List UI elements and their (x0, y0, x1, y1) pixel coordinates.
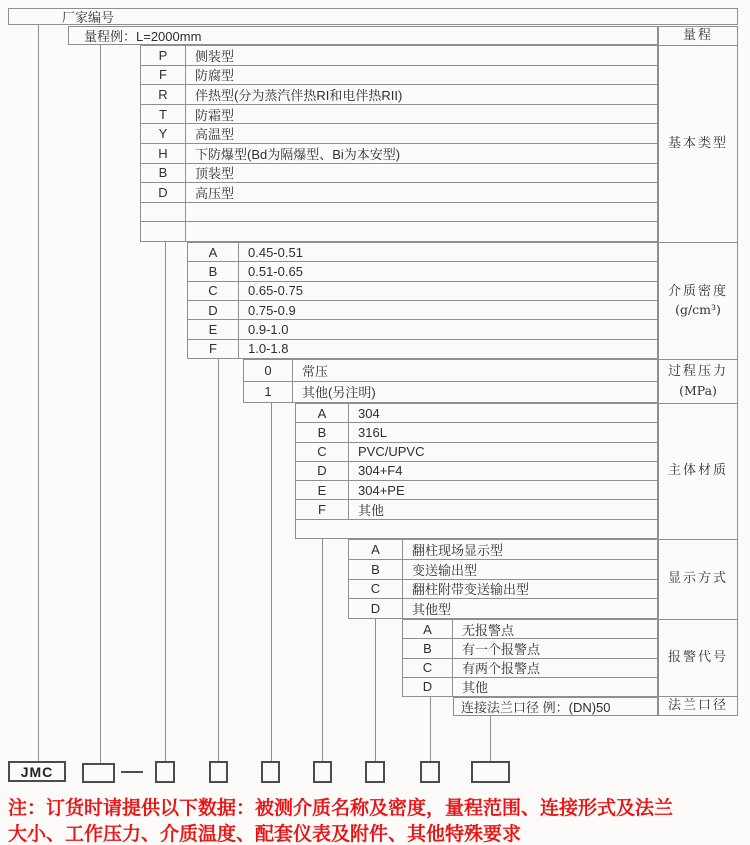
basic-type-table (140, 45, 658, 242)
desc-cell (186, 203, 657, 222)
code-cell: C (403, 659, 453, 677)
table-row-empty (141, 202, 657, 222)
connector-line-material (322, 539, 323, 762)
connector-line-alarm (430, 697, 431, 762)
connector-line-basic-type (165, 242, 166, 762)
desc-cell: 304 (358, 405, 380, 421)
category-label-basic-type: 基本类型 (659, 46, 737, 243)
desc-cell: 高压型 (195, 185, 235, 201)
connector-line-flange (490, 716, 491, 762)
code-box-basic-type (155, 761, 175, 783)
table-row (141, 104, 657, 124)
desc-cell: 其他(另注明) (302, 385, 376, 401)
table-row (244, 360, 657, 381)
range-example-text: 量程例：L=2000mm (84, 29, 202, 44)
desc-cell: 0.65-0.75 (248, 283, 303, 299)
density-table (187, 242, 658, 359)
range-example-row (68, 26, 658, 45)
table-row (349, 598, 657, 618)
code-box-material (313, 761, 332, 783)
category-label-range: 量程 (659, 27, 737, 46)
desc-cell: 翻柱现场显示型 (412, 542, 504, 558)
category-label-pressure: 过程压力 (MPa) (659, 360, 737, 404)
connector-line-range (100, 45, 101, 764)
table-row (141, 123, 657, 143)
code-cell: C (188, 282, 239, 300)
desc-cell: PVC/UPVC (358, 444, 425, 460)
desc-cell: 侧装型 (195, 48, 235, 64)
connector-line-factory (38, 25, 39, 762)
code-cell: 0 (244, 360, 293, 381)
table-row (403, 658, 657, 677)
desc-cell: 下防爆型(Bd为隔爆型、Bi为本安型) (195, 146, 401, 162)
flange-row (453, 697, 658, 716)
code-cell: D (403, 678, 453, 696)
table-row (188, 243, 657, 261)
code-box-range (82, 763, 115, 783)
table-row (296, 442, 657, 461)
desc-cell: 顶装型 (195, 166, 235, 182)
code-cell: 1 (244, 382, 293, 403)
density-unit: (g/cm³) (675, 302, 721, 318)
category-label-display: 显示方式 (659, 540, 737, 620)
desc-cell: 304+PE (358, 482, 405, 498)
model-prefix: JMC (20, 763, 54, 780)
flange-text: 连接法兰口径 例：(DN)50 (461, 700, 611, 715)
code-cell: C (349, 580, 403, 599)
table-row (141, 65, 657, 85)
code-cell (296, 520, 349, 538)
table-row (403, 620, 657, 638)
ordering-note-line2: 大小、工作压力、介质温度、配套仪表及附件、其他特殊要求 (8, 824, 522, 845)
code-cell (141, 222, 186, 241)
table-row (296, 404, 657, 422)
table-row (188, 300, 657, 319)
code-cell: T (141, 105, 186, 124)
table-row (141, 46, 657, 65)
table-row (188, 339, 657, 358)
table-row-empty (141, 221, 657, 241)
code-cell: Y (141, 124, 186, 143)
desc-cell: 高温型 (195, 127, 235, 143)
desc-cell: 有两个报警点 (462, 661, 541, 677)
desc-cell: 翻柱附带变送输出型 (412, 582, 530, 598)
factory-number-label: 厂家编号 (62, 10, 115, 25)
code-box-density (209, 761, 228, 783)
table-row (141, 163, 657, 183)
category-label-column (658, 26, 738, 716)
code-box-pressure (261, 761, 280, 783)
code-box-display (365, 761, 385, 783)
desc-cell: 0.75-0.9 (248, 302, 296, 318)
pressure-table (243, 359, 658, 403)
table-row (141, 84, 657, 104)
code-cell: F (141, 66, 186, 85)
ordering-note (8, 796, 748, 845)
display-mode-table (348, 539, 658, 619)
pressure-unit: (MPa) (679, 382, 717, 398)
code-cell: B (188, 262, 239, 280)
code-cell: D (296, 462, 349, 480)
code-cell: B (403, 639, 453, 657)
table-row (141, 143, 657, 163)
code-box-alarm (420, 761, 440, 783)
code-cell: R (141, 85, 186, 104)
code-box-flange (471, 761, 510, 783)
desc-cell: 其他型 (412, 602, 452, 618)
desc-cell: 伴热型(分为蒸汽伴热RI和电伴热RII) (195, 87, 403, 103)
desc-cell: 0.45-0.51 (248, 244, 303, 260)
table-row (244, 381, 657, 403)
model-prefix-box (8, 761, 66, 782)
table-row (349, 559, 657, 579)
category-label-flange: 法兰口径 (667, 697, 728, 713)
desc-cell: 其他 (358, 503, 385, 519)
table-row (188, 281, 657, 300)
code-cell: B (349, 560, 403, 579)
code-cell: B (296, 423, 349, 441)
table-row (403, 638, 657, 657)
code-cell: E (188, 320, 239, 338)
table-row (296, 499, 657, 518)
code-cell: H (141, 144, 186, 163)
table-row (349, 579, 657, 599)
table-row (296, 422, 657, 441)
code-cell: D (141, 183, 186, 202)
desc-cell: 316L (358, 424, 387, 440)
desc-cell: 有一个报警点 (462, 641, 541, 657)
desc-cell: 无报警点 (462, 622, 515, 638)
table-row (188, 261, 657, 280)
table-row (188, 319, 657, 338)
code-cell: A (188, 243, 239, 261)
code-cell: B (141, 164, 186, 183)
code-cell (141, 203, 186, 222)
connector-line-density (218, 359, 219, 762)
table-row (141, 182, 657, 202)
dash-separator (121, 771, 143, 773)
code-cell: F (188, 340, 239, 358)
category-label-alarm: 报警代号 (659, 620, 737, 697)
desc-cell (349, 520, 657, 538)
code-cell: A (403, 620, 453, 638)
table-row (349, 540, 657, 559)
code-cell: C (296, 443, 349, 461)
table-row (296, 480, 657, 499)
desc-cell: 其他 (462, 680, 489, 696)
table-row (296, 461, 657, 480)
desc-cell: 304+F4 (358, 463, 403, 479)
table-row-empty (296, 519, 657, 538)
category-label-material: 主体材质 (659, 404, 737, 540)
code-cell: E (296, 481, 349, 499)
category-label-density: 介质密度 (g/cm³) (659, 243, 737, 360)
factory-number-box (8, 8, 738, 25)
desc-cell: 1.0-1.8 (248, 341, 289, 357)
code-cell: D (349, 599, 403, 618)
desc-cell: 防腐型 (195, 68, 235, 84)
code-cell: F (296, 500, 349, 518)
table-row (403, 677, 657, 696)
code-cell: A (296, 404, 349, 422)
desc-cell: 变送输出型 (412, 562, 478, 578)
ordering-note-line1: 注：订货时请提供以下数据：被测介质名称及密度，量程范围、连接形式及法兰 (8, 798, 674, 819)
desc-cell: 防霜型 (195, 107, 235, 123)
alarm-table (402, 619, 658, 697)
connector-line-pressure (271, 403, 272, 762)
code-cell: A (349, 540, 403, 559)
desc-cell: 常压 (302, 363, 329, 379)
desc-cell: 0.51-0.65 (248, 263, 303, 279)
desc-cell (186, 222, 657, 241)
code-cell: D (188, 301, 239, 319)
code-cell: P (141, 46, 186, 65)
connector-line-display (375, 619, 376, 762)
desc-cell: 0.9-1.0 (248, 321, 289, 337)
material-table (295, 403, 658, 539)
